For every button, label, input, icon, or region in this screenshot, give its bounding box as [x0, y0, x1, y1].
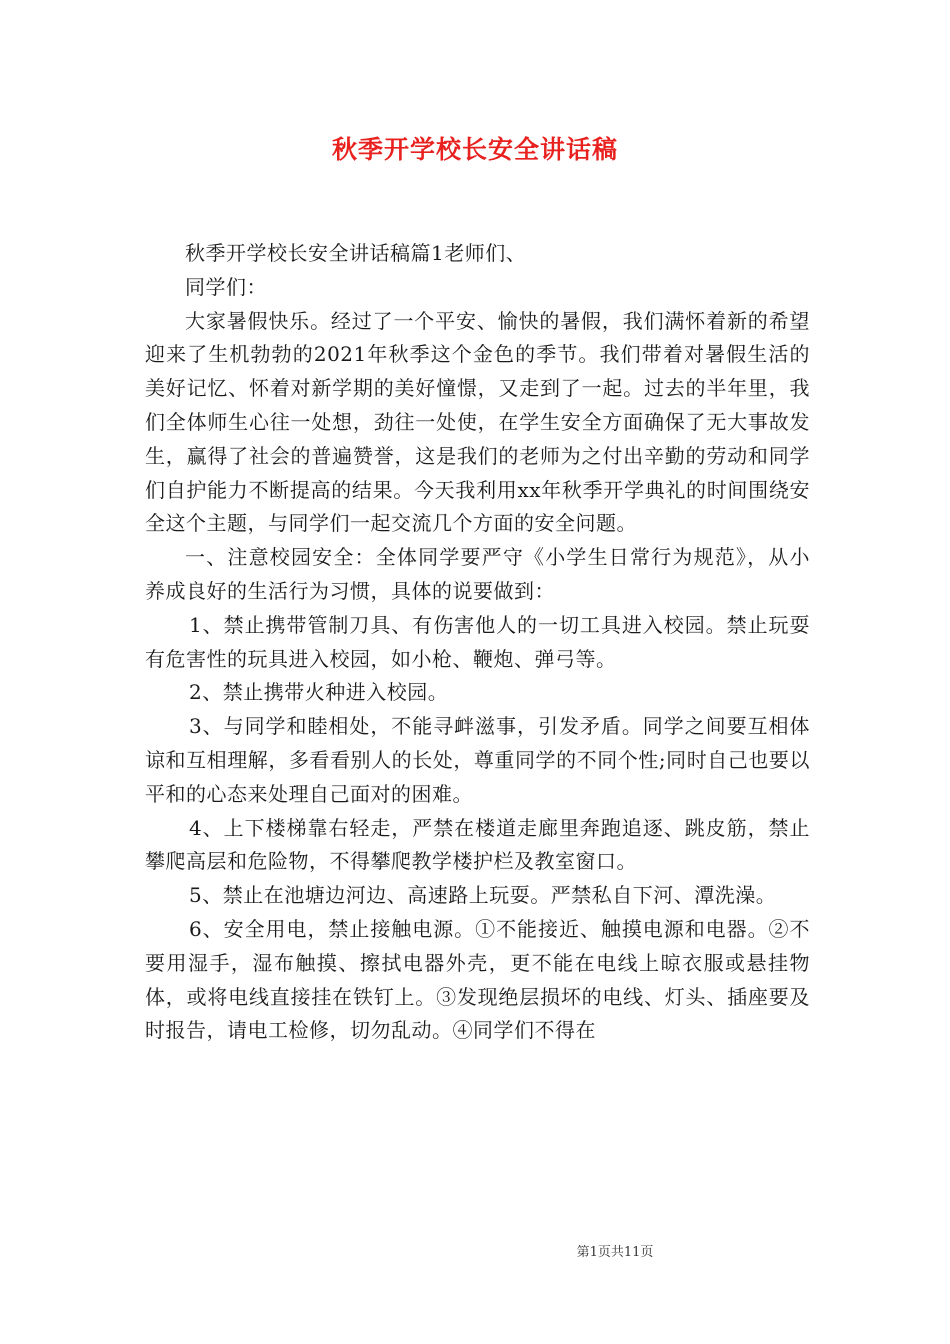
paragraph-intro: 大家暑假快乐。经过了一个平安、愉快的暑假，我们满怀着新的希望迎来了生机勃勃的2021年秋季这个金色的季节。我们带着对暑假生活的美好记忆、怀着对新学期的美好憧憬，又走到了一起。过去的半年里，我们全体师生心往一处想，劲往一处使，在学生安全方面确保了无大事故发生，赢得了社会的普遍赞誉，这是我们的老师为之付出辛勤的劳动和同学们自护能力不断提高的结果。今天我利用xx年秋季开学典礼的时间围绕安全这个主题，与同学们一起交流几个方面的安全问题。: [145, 308, 810, 536]
paragraph-heading: 秋季开学校长安全讲话稿篇1老师们、: [185, 241, 527, 265]
document-body: [145, 237, 810, 1048]
paragraph-item-4: 4、上下楼梯靠右轻走，严禁在楼道走廊里奔跑追逐、跳皮筋，禁止攀爬高层和危险物，不得攀爬教学楼护栏及教室窗口。: [145, 815, 810, 874]
paragraph-item-5: 5、禁止在池塘边河边、高速路上玩耍。严禁私自下河、潭洗澡。: [189, 883, 777, 908]
paragraph-section-1: 一、注意校园安全：全体同学要严守《小学生日常行为规范》，从小养成良好的生活行为习惯，具体的说要做到：: [145, 545, 810, 603]
paragraph-item-1: 1、禁止携带管制刀具、有伤害他人的一切工具进入校园。禁止玩耍有危害性的玩具进入校园，如小枪、鞭炮、弹弓等。: [145, 612, 810, 671]
document-title: 秋季开学校长安全讲话稿: [331, 135, 618, 164]
paragraph-greeting: 同学们：: [185, 274, 267, 299]
page-number: 第1页共11页: [576, 1245, 654, 1260]
paragraph-item-3: 3、与同学和睦相处，不能寻衅滋事，引发矛盾。同学之间要互相体谅和互相理解，多看看别人的长处，尊重同学的不同个性;同时自己也要以平和的心态来处理自己面对的困难。: [145, 714, 810, 806]
paragraph-item-2: 2、禁止携带火种进入校园。: [189, 680, 449, 705]
paragraph-item-6: 6、安全用电，禁止接触电源。①不能接近、触摸电源和电器。②不要用湿手，湿布触摸、擦拭电器外壳，更不能在电线上晾衣服或悬挂物体，或将电线直接挂在铁钉上。③发现绝层损坏的电线、灯头、插座要及时报告，请电工检修，切勿乱动。④同学们不得在: [145, 916, 810, 1043]
